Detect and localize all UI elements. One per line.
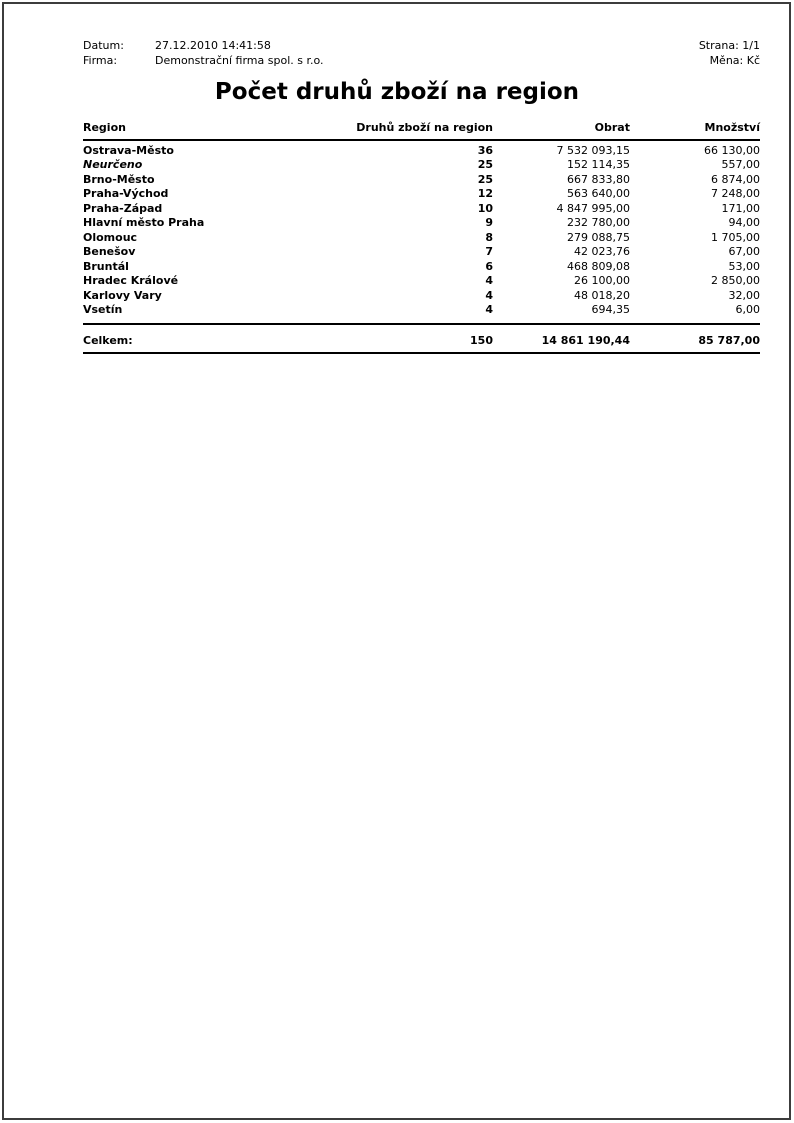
region-cell: Olomouc bbox=[83, 230, 138, 244]
obrat-cell: 48 018,20 bbox=[574, 288, 630, 302]
druhu-cell: 25 bbox=[477, 158, 493, 171]
total-druhu: 150 bbox=[470, 333, 493, 347]
mnozstvi-cell: 67,00 bbox=[728, 245, 760, 258]
mnozstvi-cell: 7 248,00 bbox=[711, 187, 760, 200]
druhu-cell: 8 bbox=[485, 230, 493, 244]
region-cell: Hradec Králové bbox=[83, 274, 179, 287]
region-cell: Hlavní město Praha bbox=[83, 216, 205, 229]
region-cell: Praha-Západ bbox=[83, 201, 163, 215]
table-row bbox=[83, 216, 760, 231]
mnozstvi-cell: 6 874,00 bbox=[711, 172, 760, 186]
total-obrat: 14 861 190,44 bbox=[541, 333, 630, 347]
region-cell: Karlovy Vary bbox=[83, 288, 162, 302]
mnozstvi-cell: 171,00 bbox=[721, 201, 760, 215]
region-cell: Benešov bbox=[83, 245, 136, 258]
table-row bbox=[83, 187, 760, 202]
table-row bbox=[83, 202, 760, 217]
obrat-cell: 42 023,76 bbox=[574, 245, 630, 258]
report-table bbox=[83, 121, 760, 354]
druhu-cell: 36 bbox=[477, 143, 493, 157]
table-row bbox=[83, 245, 760, 260]
total-label: Celkem: bbox=[83, 333, 133, 347]
meta-line-firma bbox=[83, 53, 324, 68]
region-cell: Praha-Východ bbox=[83, 187, 169, 200]
col-header-obrat: Obrat bbox=[594, 121, 630, 134]
mnozstvi-cell: 66 130,00 bbox=[704, 143, 760, 157]
col-header-druhu: Druhů zboží na region bbox=[356, 121, 493, 134]
firma-label: Firma: bbox=[83, 54, 118, 67]
mnozstvi-cell: 53,00 bbox=[728, 259, 760, 273]
druhu-cell: 4 bbox=[485, 303, 493, 316]
table-row bbox=[83, 289, 760, 304]
region-cell: Neurčeno bbox=[83, 158, 143, 171]
obrat-cell: 694,35 bbox=[591, 303, 630, 316]
obrat-cell: 232 780,00 bbox=[567, 216, 630, 229]
druhu-cell: 25 bbox=[477, 172, 493, 186]
mnozstvi-cell: 6,00 bbox=[735, 303, 760, 316]
table-row bbox=[83, 140, 760, 159]
table-foot bbox=[83, 324, 760, 354]
druhu-cell: 7 bbox=[485, 245, 493, 258]
region-cell: Brno-Město bbox=[83, 172, 155, 186]
obrat-cell: 7 532 093,15 bbox=[556, 143, 630, 157]
col-header-mnozstvi: Množství bbox=[704, 121, 760, 134]
obrat-cell: 468 809,08 bbox=[567, 259, 630, 273]
col-header-region: Region bbox=[83, 121, 126, 134]
meta-line-datum bbox=[83, 38, 324, 53]
obrat-cell: 667 833,80 bbox=[567, 172, 630, 186]
druhu-cell: 12 bbox=[477, 187, 493, 200]
total-mnozstvi: 85 787,00 bbox=[698, 333, 760, 347]
report-meta-left bbox=[83, 38, 324, 68]
report-meta-right bbox=[699, 38, 760, 68]
druhu-cell: 4 bbox=[485, 274, 493, 287]
table-row bbox=[83, 173, 760, 188]
region-cell: Ostrava-Město bbox=[83, 143, 174, 157]
mnozstvi-cell: 2 850,00 bbox=[711, 274, 760, 287]
table-head bbox=[83, 121, 760, 140]
page-number: Strana: 1/1 bbox=[698, 39, 760, 52]
obrat-cell: 4 847 995,00 bbox=[556, 201, 630, 215]
druhu-cell: 9 bbox=[485, 216, 493, 229]
datum-value: 27.12.2010 14:41:58 bbox=[155, 39, 271, 52]
obrat-cell: 152 114,35 bbox=[567, 158, 630, 171]
report-meta bbox=[83, 38, 760, 68]
druhu-cell: 4 bbox=[485, 288, 493, 302]
mnozstvi-cell: 94,00 bbox=[728, 216, 760, 229]
report-title: Počet druhů zboží na region bbox=[214, 79, 580, 105]
mnozstvi-cell: 1 705,00 bbox=[711, 230, 760, 244]
table-header-row bbox=[83, 121, 760, 140]
table-row bbox=[83, 260, 760, 275]
druhu-cell: 6 bbox=[485, 259, 493, 273]
datum-label: Datum: bbox=[83, 39, 124, 52]
firma-value: Demonstrační firma spol. s r.o. bbox=[155, 54, 324, 67]
obrat-cell: 563 640,00 bbox=[567, 187, 630, 200]
region-cell: Vsetín bbox=[83, 303, 123, 316]
total-row bbox=[83, 324, 760, 354]
region-cell: Bruntál bbox=[83, 259, 129, 273]
table-row bbox=[83, 303, 760, 324]
table-row bbox=[83, 274, 760, 289]
druhu-cell: 10 bbox=[477, 201, 493, 215]
currency: Měna: Kč bbox=[709, 54, 760, 67]
mnozstvi-cell: 557,00 bbox=[721, 158, 760, 171]
table-row bbox=[83, 231, 760, 246]
table-body bbox=[83, 140, 760, 324]
obrat-cell: 26 100,00 bbox=[574, 274, 630, 287]
table-row bbox=[83, 158, 760, 173]
mnozstvi-cell: 32,00 bbox=[728, 288, 760, 302]
obrat-cell: 279 088,75 bbox=[567, 230, 630, 244]
